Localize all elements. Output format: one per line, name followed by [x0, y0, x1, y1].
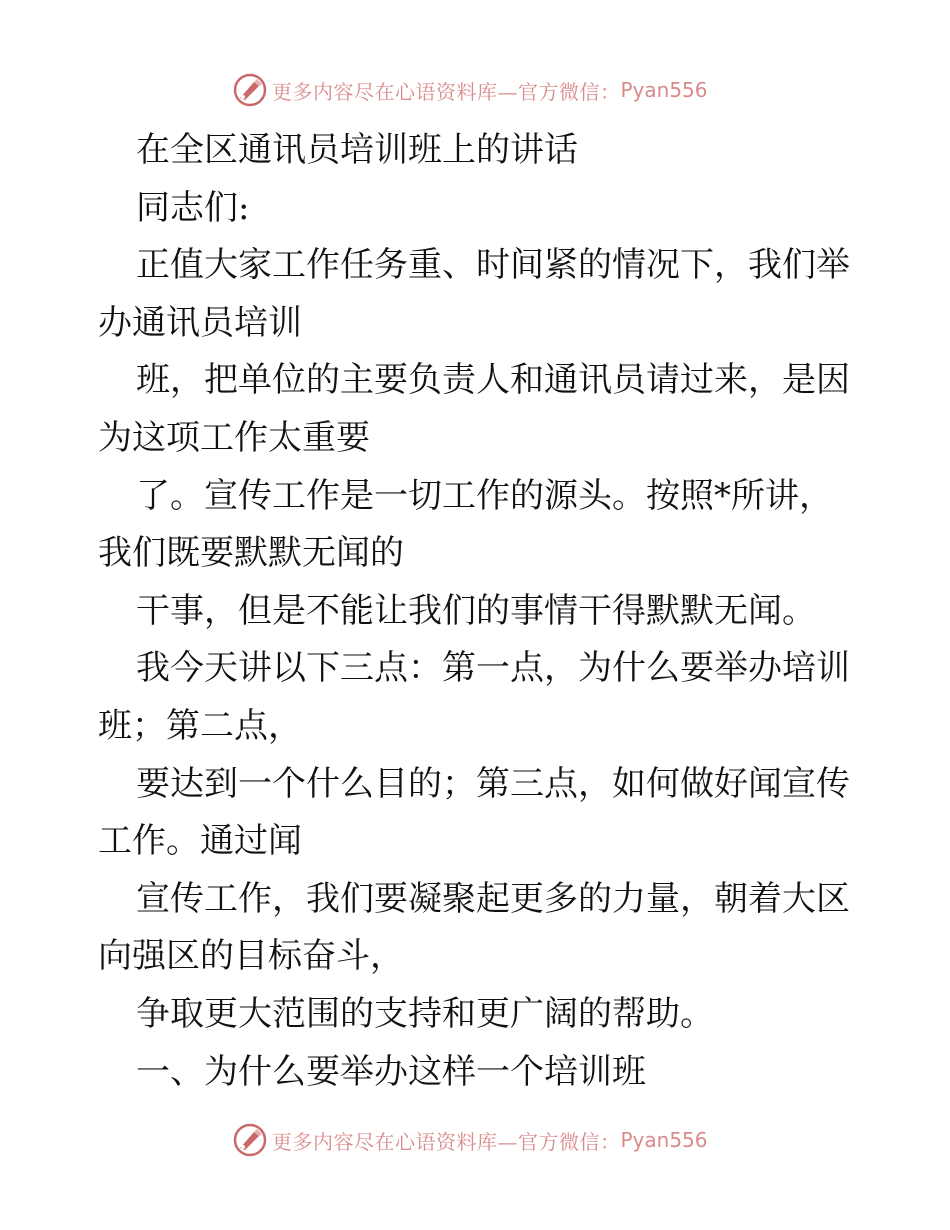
paragraph-line: 我们既要默默无闻的 [98, 533, 404, 574]
paragraph-line: 干事，但是不能让我们的事情干得默默无闻。 [136, 590, 816, 631]
watermark-wechat-id: Pyan556 [620, 1128, 708, 1152]
watermark-text: 更多内容尽在心语资料库—官方微信： [272, 79, 621, 104]
pen-logo-icon [232, 72, 268, 108]
paragraph-line: 为这项工作太重要 [98, 417, 370, 458]
paragraph-line: 要达到一个什么目的；第三点，如何做好闻宣传 [136, 763, 850, 804]
paragraph-line: 向强区的目标奋斗， [98, 936, 404, 977]
paragraph-line: 班，把单位的主要负责人和通讯员请过来，是因 [136, 360, 850, 401]
paragraph-line: 宣传工作，我们要凝聚起更多的力量，朝着大区 [136, 878, 850, 919]
document-title: 在全区通讯员培训班上的讲话 [136, 130, 578, 170]
salutation: 同志们: [136, 187, 250, 228]
document-body [98, 122, 858, 1101]
watermark-wechat-id: Pyan556 [620, 78, 708, 102]
pen-logo-icon [232, 1122, 268, 1158]
paragraph-line: 班；第二点， [98, 705, 302, 746]
paragraph-line: 办通讯员培训 [98, 302, 302, 343]
footer-watermark [232, 1120, 708, 1160]
header-watermark [232, 70, 708, 110]
watermark-text: 更多内容尽在心语资料库—官方微信： [272, 1129, 621, 1154]
paragraph-line: 了。宣传工作是一切工作的源头。按照*所讲， [136, 475, 833, 516]
paragraph-line: 我今天讲以下三点：第一点，为什么要举办培训 [136, 648, 850, 689]
paragraph-line: 工作。通过闻 [98, 821, 302, 862]
section-heading: 一、为什么要举办这样一个培训班 [136, 1051, 646, 1092]
paragraph-line: 正值大家工作任务重、时间紧的情况下，我们举 [136, 245, 850, 286]
paragraph-line: 争取更大范围的支持和更广阔的帮助。 [136, 993, 714, 1034]
